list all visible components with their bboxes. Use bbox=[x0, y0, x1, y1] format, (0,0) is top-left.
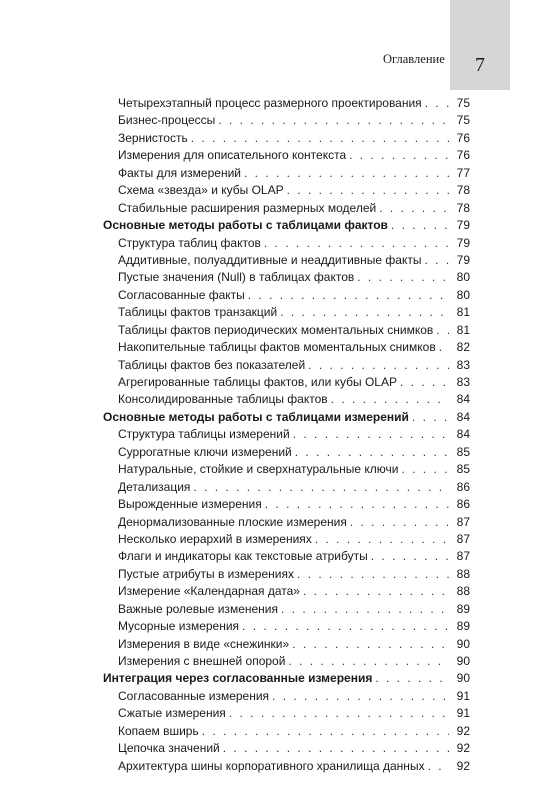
toc-subsection-entry bbox=[103, 566, 470, 583]
toc-entry-title: Денормализованные плоские измерения bbox=[118, 514, 347, 529]
toc-entry-title: Зернистость bbox=[118, 130, 188, 145]
toc-entry-title: Измерения для описательного контекста bbox=[118, 148, 347, 163]
toc-subsection-entry bbox=[103, 147, 470, 164]
toc-entry-page: 87 bbox=[456, 514, 470, 529]
toc-subsection-entry bbox=[103, 531, 470, 548]
toc-dot-leader bbox=[315, 531, 449, 548]
toc-subsection-entry bbox=[103, 304, 470, 321]
toc-dot-leader bbox=[295, 444, 449, 461]
toc-entry-title: Флаги и индикаторы как текстовые атрибуты bbox=[118, 549, 368, 564]
toc-entry-page: 80 bbox=[456, 287, 470, 302]
toc-entry-page: 89 bbox=[456, 601, 470, 616]
toc-entry-title: Структура таблицы измерений bbox=[118, 427, 290, 442]
toc-entry-page: 87 bbox=[456, 549, 470, 564]
toc-subsection-entry bbox=[103, 391, 470, 408]
toc-entry-title: Структура таблиц фактов bbox=[118, 235, 261, 250]
toc-entry-title: Таблицы фактов транзакций bbox=[118, 305, 278, 320]
toc-dot-leader bbox=[412, 409, 449, 426]
toc-entry-title: Сжатые измерения bbox=[118, 706, 226, 721]
toc-entry-page: 75 bbox=[456, 113, 470, 128]
toc-subsection-entry bbox=[103, 496, 470, 513]
toc-dot-leader bbox=[436, 322, 449, 339]
toc-entry-title: Таблицы фактов периодических моментальных снимков bbox=[118, 322, 434, 337]
toc-entry-page: 80 bbox=[456, 270, 470, 285]
toc-entry-title: Стабильные расширения размерных моделей bbox=[118, 200, 377, 215]
toc-subsection-entry bbox=[103, 479, 470, 496]
toc-entry-title: Схема «звезда» и кубы OLAP bbox=[118, 183, 284, 198]
toc-entry-title: Таблицы фактов без показателей bbox=[118, 357, 306, 372]
toc-subsection-entry bbox=[103, 269, 470, 286]
toc-entry-title: Копаем вширь bbox=[118, 723, 199, 738]
toc-subsection-entry bbox=[103, 740, 470, 757]
toc-dot-leader bbox=[265, 496, 449, 513]
toc-subsection-entry bbox=[103, 758, 470, 775]
toc-subsection-entry bbox=[103, 322, 470, 339]
toc-entry-title: Измерения с внешней опорой bbox=[118, 654, 286, 668]
toc-dot-leader bbox=[375, 670, 449, 687]
toc-entry-title: Пустые атрибуты в измерениях bbox=[118, 566, 294, 581]
toc-entry-title: Четырехэтапный процесс размерного проектирования bbox=[118, 96, 422, 110]
toc-entry-title: Консолидированные таблицы фактов bbox=[118, 392, 328, 407]
toc-subsection-entry bbox=[103, 130, 470, 147]
toc-dot-leader bbox=[223, 740, 449, 757]
toc-subsection-entry bbox=[103, 182, 470, 199]
toc-entry-title: Измерения в виде «снежинки» bbox=[118, 636, 290, 651]
toc-dot-leader bbox=[400, 374, 449, 391]
toc-dot-leader bbox=[292, 636, 449, 653]
toc-entry-page: 78 bbox=[456, 200, 470, 215]
toc-subsection-entry bbox=[103, 688, 470, 705]
toc-entry-page: 92 bbox=[456, 758, 470, 773]
toc-entry-page: 84 bbox=[456, 427, 470, 442]
toc-entry-title: Архитектура шины корпоративного хранилища данных bbox=[118, 758, 425, 773]
page-number: 7 bbox=[475, 54, 485, 76]
toc-entry-page: 79 bbox=[456, 235, 470, 250]
toc-entry-page: 77 bbox=[456, 165, 470, 180]
toc-subsection-entry bbox=[103, 444, 470, 461]
toc-entry-title: Основные методы работы с таблицами фактов bbox=[103, 218, 388, 233]
toc-subsection-entry bbox=[103, 705, 470, 722]
toc-entry-title: Вырожденные измерения bbox=[118, 497, 262, 512]
toc-entry-page: 90 bbox=[456, 636, 470, 651]
toc-entry-title: Согласованные факты bbox=[118, 287, 245, 302]
toc-entry-title: Измерение «Календарная дата» bbox=[118, 584, 300, 599]
toc-dot-leader bbox=[391, 217, 449, 234]
toc-entry-title: Детализация bbox=[118, 479, 191, 494]
toc-subsection-entry bbox=[103, 601, 470, 618]
toc-dot-leader bbox=[281, 601, 449, 618]
toc-dot-leader bbox=[401, 461, 449, 478]
toc-dot-leader bbox=[293, 426, 449, 443]
toc-dot-leader bbox=[242, 618, 449, 635]
toc-entry-page: 88 bbox=[456, 584, 470, 599]
toc-dot-leader bbox=[280, 304, 449, 321]
toc-subsection-entry bbox=[103, 426, 470, 443]
toc-dot-leader bbox=[331, 391, 449, 408]
toc-dot-leader bbox=[272, 688, 449, 705]
toc-entry-page: 84 bbox=[456, 392, 470, 407]
toc-subsection-entry bbox=[103, 357, 470, 374]
toc-entry-page: 88 bbox=[456, 566, 470, 581]
toc-subsection-entry bbox=[103, 461, 470, 478]
toc-entry-page: 84 bbox=[456, 409, 470, 424]
toc-dot-leader bbox=[371, 548, 449, 565]
toc-dot-leader bbox=[191, 130, 449, 147]
toc-entry-page: 75 bbox=[456, 96, 470, 110]
toc-entry-page: 92 bbox=[456, 723, 470, 738]
toc-entry-page: 90 bbox=[456, 654, 470, 668]
toc-entry-title: Интеграция через согласованные измерения bbox=[103, 671, 373, 686]
toc-entry-page: 91 bbox=[456, 706, 470, 721]
toc-subsection-entry bbox=[103, 112, 470, 129]
toc-dot-leader bbox=[425, 95, 449, 112]
toc-entry-page: 85 bbox=[456, 444, 470, 459]
toc-dot-leader bbox=[424, 252, 449, 269]
toc-dot-leader bbox=[288, 653, 449, 670]
toc-entry-page: 79 bbox=[456, 218, 470, 233]
toc-entry-page: 76 bbox=[456, 148, 470, 163]
toc-subsection-entry bbox=[103, 583, 470, 600]
toc-dot-leader bbox=[202, 723, 449, 740]
toc-entry-title: Несколько иерархий в измерениях bbox=[118, 531, 312, 546]
toc-dot-leader bbox=[229, 705, 449, 722]
toc-entry-page: 86 bbox=[456, 497, 470, 512]
toc-dot-leader bbox=[287, 182, 449, 199]
toc-entry-title: Аддитивные, полуаддитивные и неаддитивные факты bbox=[118, 252, 422, 267]
toc-section-entry bbox=[103, 409, 470, 426]
toc-entry-page: 89 bbox=[456, 619, 470, 634]
toc-subsection-entry bbox=[103, 653, 470, 670]
toc-dot-leader bbox=[379, 200, 449, 217]
toc-subsection-entry bbox=[103, 548, 470, 565]
toc-subsection-entry bbox=[103, 235, 470, 252]
toc-entry-page: 91 bbox=[456, 688, 470, 703]
toc-dot-leader bbox=[264, 235, 449, 252]
toc-section-entry bbox=[103, 217, 470, 234]
toc-dot-leader bbox=[193, 479, 449, 496]
toc-dot-leader bbox=[428, 758, 449, 775]
toc-subsection-entry bbox=[103, 514, 470, 531]
toc-entry-title: Суррогатные ключи измерений bbox=[118, 444, 292, 459]
toc-subsection-entry bbox=[103, 200, 470, 217]
toc-entry-page: 82 bbox=[456, 340, 470, 355]
table-of-contents bbox=[103, 95, 470, 775]
toc-entry-title: Факты для измерений bbox=[118, 165, 241, 180]
toc-entry-page: 76 bbox=[456, 130, 470, 145]
toc-entry-page: 90 bbox=[456, 671, 470, 686]
running-header-title: Оглавление bbox=[383, 52, 445, 66]
toc-entry-page: 85 bbox=[456, 462, 470, 477]
toc-subsection-entry bbox=[103, 339, 470, 356]
toc-dot-leader bbox=[308, 357, 449, 374]
toc-subsection-entry bbox=[103, 165, 470, 182]
toc-entry-title: Пустые значения (Null) в таблицах фактов bbox=[118, 270, 355, 285]
page-number-tab bbox=[450, 0, 510, 90]
toc-dot-leader bbox=[244, 165, 449, 182]
toc-dot-leader bbox=[218, 112, 449, 129]
toc-subsection-entry bbox=[103, 618, 470, 635]
toc-entry-page: 87 bbox=[456, 531, 470, 546]
toc-entry-title: Натуральные, стойкие и сверхнатуральные ключи bbox=[118, 462, 399, 477]
toc-entry-title: Мусорные измерения bbox=[118, 619, 240, 634]
toc-dot-leader bbox=[349, 147, 449, 164]
toc-entry-page: 81 bbox=[456, 322, 470, 337]
toc-dot-leader bbox=[248, 287, 449, 304]
toc-dot-leader bbox=[297, 566, 449, 583]
toc-subsection-entry bbox=[103, 723, 470, 740]
toc-entry-page: 83 bbox=[456, 357, 470, 372]
toc-subsection-entry bbox=[103, 374, 470, 391]
toc-entry-title: Бизнес-процессы bbox=[118, 113, 216, 128]
toc-entry-page: 92 bbox=[456, 741, 470, 756]
toc-entry-page: 83 bbox=[456, 375, 470, 389]
toc-entry-page: 78 bbox=[456, 183, 470, 198]
toc-entry-title: Накопительные таблицы фактов моментальных снимков bbox=[118, 340, 436, 355]
toc-dot-leader bbox=[350, 514, 449, 531]
toc-entry-title: Согласованные измерения bbox=[118, 688, 270, 703]
toc-subsection-entry bbox=[103, 252, 470, 269]
toc-entry-page: 86 bbox=[456, 479, 470, 494]
toc-entry-title: Важные ролевые изменения bbox=[118, 601, 278, 616]
toc-dot-leader bbox=[357, 269, 449, 286]
toc-entry-page: 79 bbox=[456, 252, 470, 267]
toc-entry-title: Цепочка значений bbox=[118, 741, 220, 756]
toc-entry-page: 81 bbox=[456, 305, 470, 320]
toc-dot-leader bbox=[439, 339, 449, 356]
toc-dot-leader bbox=[303, 583, 449, 600]
toc-subsection-entry bbox=[103, 636, 470, 653]
toc-section-entry bbox=[103, 670, 470, 687]
toc-entry-title: Агрегированные таблицы фактов, или кубы OLAP bbox=[118, 375, 397, 389]
toc-entry-title: Основные методы работы с таблицами измерений bbox=[103, 409, 409, 424]
toc-subsection-entry bbox=[103, 95, 470, 112]
toc-subsection-entry bbox=[103, 287, 470, 304]
